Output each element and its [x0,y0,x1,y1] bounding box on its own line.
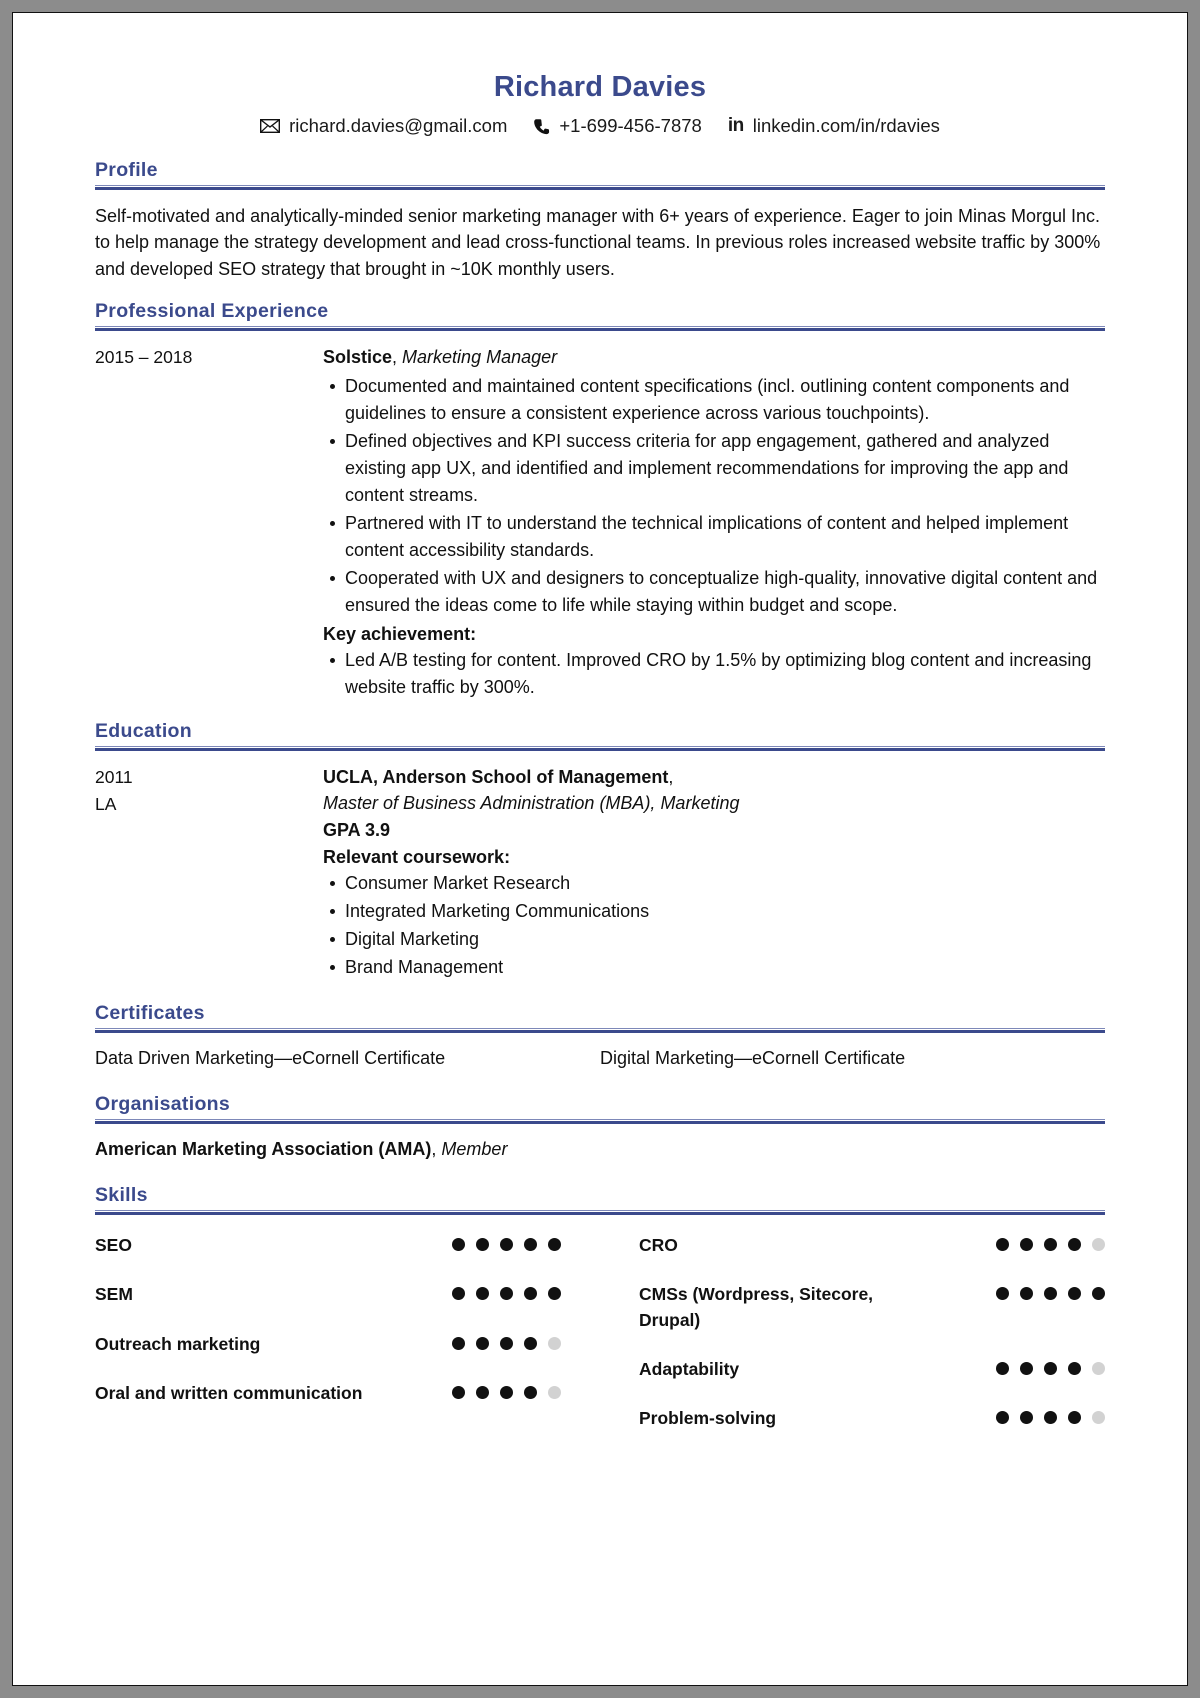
skill-name: SEM [95,1284,133,1305]
skill-dot-filled [1044,1362,1057,1375]
experience-detail [323,344,1105,702]
skill-dot-empty [1092,1238,1105,1251]
skill-level-dots [452,1233,561,1251]
skill-dot-filled [500,1287,513,1300]
skill-dot-filled [548,1238,561,1251]
skill-level-dots [996,1282,1105,1300]
contact-item-envelope[interactable] [260,115,507,137]
skill-level-dots [452,1381,561,1399]
skill-level-dots [996,1357,1105,1375]
skill-dot-filled [452,1287,465,1300]
candidate-name: Richard Davies [493,71,707,103]
coursework-item: Digital Marketing [323,926,1105,953]
skill-dot-filled [524,1287,537,1300]
education-year: 2011 [95,766,133,787]
skill-dot-filled [500,1337,513,1350]
skill-name: Oral and written communication [95,1383,363,1403]
section-skills [95,1184,1105,1455]
experience-entry [95,344,1105,702]
resume-page [12,12,1188,1686]
skill-dot-filled [1068,1287,1081,1300]
education-detail [323,764,1105,983]
skill-dot-filled [500,1238,513,1251]
skill-dot-filled [1020,1238,1033,1251]
experience-bullet: Documented and maintained content specifications (incl. outlining content components and guidelines to ensure a consistent experience across various touchpoints). [323,373,1105,427]
skills-column-left [95,1233,561,1456]
skill-row [95,1332,561,1357]
coursework-label: Relevant coursework: [323,846,511,867]
coursework-item: Consumer Market Research [323,870,1105,897]
skill-name: CRO [639,1234,678,1255]
contact-item-linkedin[interactable] [728,115,940,137]
experience-bullet: Partnered with IT to understand the technical implications of content and helped implement content accessibility standards. [323,510,1105,564]
skill-level-dots [452,1282,561,1300]
skill-dot-filled [476,1238,489,1251]
skill-name: CMSs (Wordpress, Sitecore, Drupal) [639,1284,874,1330]
skill-dot-filled [996,1362,1009,1375]
education-entry [95,764,1105,983]
skill-row [95,1233,561,1258]
skill-dot-filled [1044,1411,1057,1424]
education-school-suffix: , [668,766,674,787]
skill-dot-filled [1044,1238,1057,1251]
skill-dot-filled [476,1287,489,1300]
skill-row [639,1282,1105,1333]
contact-value: richard.davies@gmail.com [289,115,508,136]
phone-icon [533,118,550,135]
skill-dot-empty [1092,1411,1105,1424]
section-heading-education: Education [95,720,1105,747]
section-heading-organisations: Organisations [95,1093,1105,1120]
skill-dot-filled [452,1337,465,1350]
section-experience [95,300,1105,702]
coursework-list [323,870,1105,981]
education-school: UCLA, Anderson School of Management [323,766,669,787]
key-achievement-label: Key achievement: [323,623,477,644]
skill-dot-filled [1020,1287,1033,1300]
key-achievement-list [323,647,1105,701]
skill-name: Problem-solving [639,1408,777,1429]
education-date-location [95,764,323,818]
contact-bar [95,115,1105,137]
linkedin-icon: in [727,115,744,136]
coursework-item: Brand Management [323,954,1105,981]
skill-row [95,1282,561,1307]
education-location: LA [95,793,117,814]
resume-header [95,71,1105,137]
section-heading-certificates: Certificates [95,1002,1105,1029]
experience-bullet-list [323,373,1105,619]
skill-dot-filled [524,1238,537,1251]
skill-name: Adaptability [639,1359,740,1379]
education-degree: Master of Business Administration (MBA), Marketing [323,793,740,814]
skill-dot-empty [548,1386,561,1399]
education-entries [95,751,1105,983]
skill-dot-filled [996,1411,1009,1424]
section-heading-profile: Profile [95,159,1105,186]
experience-bullet: Cooperated with UX and designers to conceptualize high-quality, innovative digital content and ensured the ideas come to life while staying within budget and scope. [323,565,1105,619]
skill-dot-filled [452,1238,465,1251]
organisation-item [95,1136,1105,1163]
skill-row [95,1381,561,1406]
section-profile [95,159,1105,282]
skill-dot-filled [1020,1362,1033,1375]
education-school-line [323,764,1105,791]
contact-item-phone[interactable] [533,115,701,137]
skill-row [639,1406,1105,1431]
section-organisations [95,1093,1105,1162]
skill-name: Outreach marketing [95,1333,261,1354]
skill-dot-empty [548,1337,561,1350]
skill-dot-filled [1044,1287,1057,1300]
skill-dot-filled [476,1337,489,1350]
skill-dot-filled [476,1386,489,1399]
experience-bullet: Defined objectives and KPI success criteria for app engagement, gathered and analyzed existing app UX, and identified and implement recommendations for improving the app and content streams. [323,428,1105,509]
experience-role: Marketing Manager [402,346,558,367]
experience-separator: , [392,346,403,367]
skill-dot-empty [1092,1362,1105,1375]
skill-dot-filled [1068,1238,1081,1251]
certificate-item: Data Driven Marketing—eCornell Certificate [95,1047,446,1068]
skill-row [639,1233,1105,1258]
skill-row [639,1357,1105,1382]
organisation-role: Member [441,1138,508,1159]
envelope-icon [260,119,280,133]
skill-dot-filled [1020,1411,1033,1424]
experience-company: Solstice [323,346,393,367]
section-heading-skills: Skills [95,1184,1105,1211]
education-gpa: GPA 3.9 [323,819,391,840]
certificate-list [95,1045,1105,1072]
coursework-item: Integrated Marketing Communications [323,898,1105,925]
skill-dot-filled [452,1386,465,1399]
organisation-list [95,1136,1105,1163]
section-certificates [95,1002,1105,1071]
section-heading-experience: Professional Experience [95,300,1105,327]
experience-title-line [323,344,1105,371]
skill-dot-filled [1068,1411,1081,1424]
skill-name: SEO [95,1234,132,1255]
skill-dot-filled [996,1287,1009,1300]
skill-dot-filled [1068,1362,1081,1375]
contact-value: linkedin.com/in/rdavies [752,115,940,136]
experience-dates: 2015 – 2018 [95,346,193,367]
skills-column-right [639,1233,1105,1456]
skill-dot-filled [548,1287,561,1300]
profile-summary: Self-motivated and analytically-minded senior marketing manager with 6+ years of experience. Eager to join Minas Morgul Inc. to help manage the strategy development and lead cross-functional teams. In previous roles increased website traffic by 300% and developed SEO strategy that brought in ~10K monthly users. [95,205,1101,279]
section-education [95,720,1105,982]
skill-level-dots [996,1233,1105,1251]
certificate-item: Digital Marketing—eCornell Certificate [600,1047,906,1068]
skill-dot-filled [996,1238,1009,1251]
skill-dot-filled [500,1386,513,1399]
experience-entries [95,331,1105,702]
skill-dot-filled [524,1337,537,1350]
organisation-name: American Marketing Association (AMA) [95,1138,432,1159]
key-achievement-item: Led A/B testing for content. Improved CRO by 1.5% by optimizing blog content and increasing website traffic by 300%. [323,647,1105,701]
skill-dot-filled [1092,1287,1105,1300]
organisation-separator: , [431,1138,442,1159]
skill-level-dots [996,1406,1105,1424]
skill-dot-filled [524,1386,537,1399]
skill-level-dots [452,1332,561,1350]
contact-value: +1-699-456-7878 [559,115,702,136]
